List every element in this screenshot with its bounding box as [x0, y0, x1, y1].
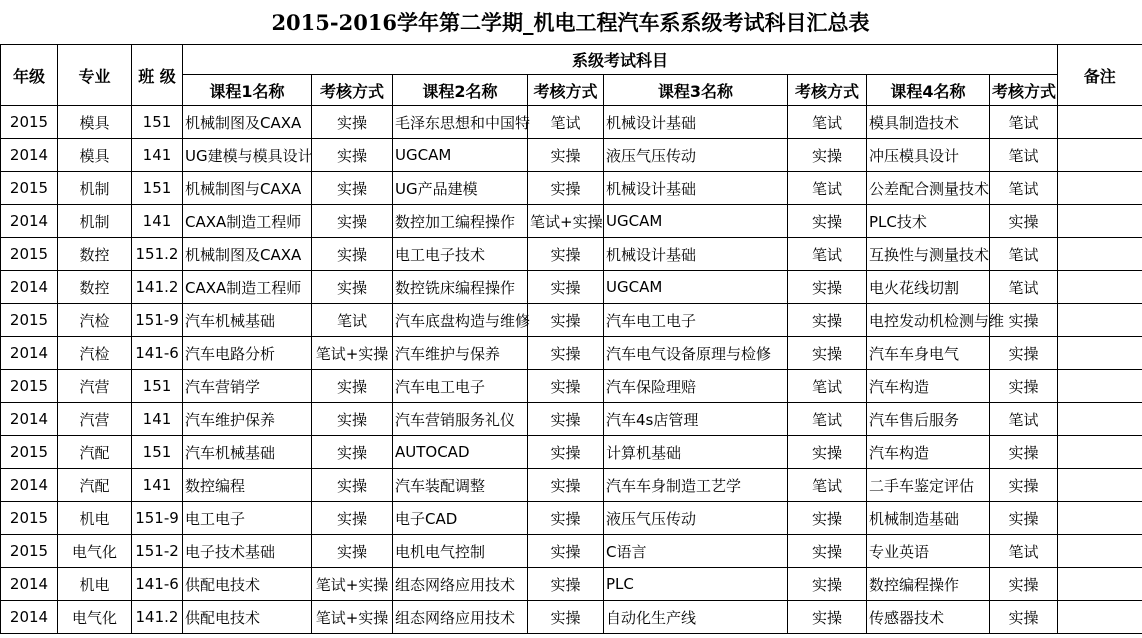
table-row [1, 403, 1142, 436]
cell-method4[interactable]: 笔试 [990, 139, 1058, 172]
cell-method4[interactable]: 笔试 [990, 172, 1058, 205]
cell-course1[interactable]: 电工电子 [183, 502, 312, 535]
cell-remark[interactable] [1058, 337, 1142, 370]
cell-major[interactable]: 数控 [58, 238, 132, 271]
cell-course1[interactable]: 供配电技术 [183, 568, 312, 601]
cell-course2[interactable]: 汽车电工电子 [393, 370, 528, 403]
cell-method1[interactable]: 笔试 [312, 304, 393, 337]
cell-course4[interactable]: 数控编程操作 [867, 568, 990, 601]
cell-method4[interactable]: 实操 [990, 469, 1058, 502]
cell-course4[interactable]: 冲压模具设计 [867, 139, 990, 172]
cell-course2[interactable]: 汽车装配调整 [393, 469, 528, 502]
header-course1[interactable]: 课程1名称 [183, 75, 312, 106]
cell-method2[interactable]: 实操 [528, 172, 604, 205]
table-row [1, 436, 1142, 469]
cell-course4[interactable]: 汽车售后服务 [867, 403, 990, 436]
cell-course2[interactable]: UG产品建模 [393, 172, 528, 205]
header-method1[interactable]: 考核方式 [312, 75, 393, 106]
cell-major[interactable]: 模具 [58, 106, 132, 139]
cell-class[interactable]: 151 [132, 370, 183, 403]
cell-method3[interactable]: 笔试 [788, 403, 867, 436]
cell-method1[interactable]: 实操 [312, 205, 393, 238]
cell-method2[interactable]: 实操 [528, 403, 604, 436]
cell-remark[interactable] [1058, 205, 1142, 238]
cell-course4[interactable]: 传感器技术 [867, 601, 990, 634]
cell-method1[interactable]: 实操 [312, 535, 393, 568]
cell-method1[interactable]: 实操 [312, 238, 393, 271]
cell-grade[interactable]: 2014 [1, 205, 58, 238]
table-row [1, 205, 1142, 238]
sheet-title: 2015-2016学年第二学期_机电工程汽车系系级考试科目汇总表 [271, 10, 870, 35]
cell-major[interactable]: 数控 [58, 271, 132, 304]
cell-method3[interactable]: 笔试 [788, 172, 867, 205]
cell-course4[interactable]: PLC技术 [867, 205, 990, 238]
cell-course3[interactable]: C语言 [604, 535, 788, 568]
header-course4[interactable]: 课程4名称 [867, 75, 990, 106]
cell-course2[interactable]: 电工电子技术 [393, 238, 528, 271]
cell-course2[interactable]: AUTOCAD [393, 436, 528, 469]
cell-method3[interactable]: 笔试 [788, 238, 867, 271]
cell-remark[interactable] [1058, 238, 1142, 271]
cell-course3[interactable]: PLC [604, 568, 788, 601]
cell-remark[interactable] [1058, 304, 1142, 337]
cell-grade[interactable]: 2015 [1, 238, 58, 271]
cell-major[interactable]: 汽检 [58, 304, 132, 337]
cell-course4[interactable]: 汽车构造 [867, 370, 990, 403]
cell-method4[interactable]: 笔试 [990, 535, 1058, 568]
cell-grade[interactable]: 2015 [1, 436, 58, 469]
cell-course3[interactable]: 汽车电气设备原理与检修 [604, 337, 788, 370]
cell-method3[interactable]: 实操 [788, 568, 867, 601]
cell-method4[interactable]: 笔试 [990, 403, 1058, 436]
cell-grade[interactable]: 2014 [1, 469, 58, 502]
cell-major[interactable]: 电气化 [58, 601, 132, 634]
cell-course2[interactable]: 汽车维护与保养 [393, 337, 528, 370]
cell-grade[interactable]: 2014 [1, 568, 58, 601]
cell-remark[interactable] [1058, 370, 1142, 403]
cell-class[interactable]: 141 [132, 205, 183, 238]
cell-major[interactable]: 汽配 [58, 436, 132, 469]
cell-method3[interactable]: 实操 [788, 337, 867, 370]
cell-major[interactable]: 汽配 [58, 469, 132, 502]
cell-course2[interactable]: 数控加工编程操作 [393, 205, 528, 238]
cell-method2[interactable]: 笔试+实操 [528, 205, 604, 238]
cell-major[interactable]: 机电 [58, 502, 132, 535]
table-row [1, 271, 1142, 304]
cell-remark[interactable] [1058, 469, 1142, 502]
cell-course1[interactable]: 汽车机械基础 [183, 436, 312, 469]
cell-course1[interactable]: 供配电技术 [183, 601, 312, 634]
cell-class[interactable]: 141 [132, 403, 183, 436]
cell-method3[interactable]: 笔试 [788, 370, 867, 403]
cell-course4[interactable]: 电控发动机检测与维 [867, 304, 990, 337]
cell-method3[interactable]: 笔试 [788, 469, 867, 502]
cell-method2[interactable]: 实操 [528, 469, 604, 502]
cell-course1[interactable]: 机械制图与CAXA [183, 172, 312, 205]
cell-method4[interactable]: 实操 [990, 436, 1058, 469]
cell-major[interactable]: 机电 [58, 568, 132, 601]
cell-grade[interactable]: 2015 [1, 106, 58, 139]
cell-course1[interactable]: 汽车机械基础 [183, 304, 312, 337]
cell-method1[interactable]: 实操 [312, 370, 393, 403]
cell-method2[interactable]: 实操 [528, 436, 604, 469]
cell-method1[interactable]: 实操 [312, 172, 393, 205]
cell-course1[interactable]: 汽车营销学 [183, 370, 312, 403]
cell-class[interactable]: 141 [132, 139, 183, 172]
header-remark[interactable]: 备注 [1058, 45, 1142, 106]
cell-course3[interactable]: UGCAM [604, 205, 788, 238]
cell-method2[interactable]: 实操 [528, 568, 604, 601]
cell-remark[interactable] [1058, 403, 1142, 436]
header-major[interactable]: 专业 [58, 45, 132, 106]
cell-course1[interactable]: 汽车维护保养 [183, 403, 312, 436]
cell-method4[interactable]: 实操 [990, 370, 1058, 403]
cell-class[interactable]: 141.2 [132, 271, 183, 304]
header-exam-subjects[interactable]: 系级考试科目 [183, 45, 1058, 75]
cell-method4[interactable]: 实操 [990, 205, 1058, 238]
cell-course2[interactable]: 组态网络应用技术 [393, 568, 528, 601]
cell-method2[interactable]: 实操 [528, 535, 604, 568]
cell-method3[interactable]: 实操 [788, 535, 867, 568]
cell-grade[interactable]: 2014 [1, 139, 58, 172]
table-row [1, 568, 1142, 601]
cell-class[interactable]: 141-6 [132, 337, 183, 370]
cell-major[interactable]: 电气化 [58, 535, 132, 568]
cell-method2[interactable]: 实操 [528, 304, 604, 337]
cell-remark[interactable] [1058, 568, 1142, 601]
cell-course3[interactable]: 汽车车身制造工艺学 [604, 469, 788, 502]
cell-major[interactable]: 汽营 [58, 370, 132, 403]
cell-course2[interactable]: 数控铣床编程操作 [393, 271, 528, 304]
cell-major[interactable]: 汽营 [58, 403, 132, 436]
cell-course4[interactable]: 公差配合测量技术 [867, 172, 990, 205]
cell-method2[interactable]: 实操 [528, 601, 604, 634]
cell-grade[interactable]: 2015 [1, 535, 58, 568]
cell-course3[interactable]: 液压气压传动 [604, 139, 788, 172]
cell-course2[interactable]: UGCAM [393, 139, 528, 172]
cell-course1[interactable]: 机械制图及CAXA [183, 106, 312, 139]
table-row [1, 601, 1142, 634]
cell-grade[interactable]: 2014 [1, 337, 58, 370]
header-class[interactable]: 班 级 [132, 45, 183, 106]
cell-method3[interactable]: 实操 [788, 271, 867, 304]
cell-method3[interactable]: 实操 [788, 205, 867, 238]
table-row [1, 469, 1142, 502]
cell-course4[interactable]: 二手车鉴定评估 [867, 469, 990, 502]
cell-course4[interactable]: 专业英语 [867, 535, 990, 568]
cell-method3[interactable]: 实操 [788, 304, 867, 337]
cell-class[interactable]: 141 [132, 469, 183, 502]
cell-course3[interactable]: 汽车4s店管理 [604, 403, 788, 436]
cell-class[interactable]: 151 [132, 436, 183, 469]
table-row [1, 337, 1142, 370]
cell-course3[interactable]: UGCAM [604, 271, 788, 304]
cell-grade[interactable]: 2014 [1, 271, 58, 304]
cell-course1[interactable]: 机械制图及CAXA [183, 238, 312, 271]
cell-course1[interactable]: CAXA制造工程师 [183, 205, 312, 238]
cell-major[interactable]: 模具 [58, 139, 132, 172]
cell-class[interactable]: 151-2 [132, 535, 183, 568]
cell-course3[interactable]: 机械设计基础 [604, 172, 788, 205]
cell-major[interactable]: 机制 [58, 172, 132, 205]
cell-course2[interactable]: 组态网络应用技术 [393, 601, 528, 634]
table-row [1, 535, 1142, 568]
header-course3[interactable]: 课程3名称 [604, 75, 788, 106]
table-row [1, 238, 1142, 271]
cell-method2[interactable]: 实操 [528, 238, 604, 271]
cell-class[interactable]: 151.2 [132, 238, 183, 271]
cell-remark[interactable] [1058, 106, 1142, 139]
cell-grade[interactable]: 2015 [1, 172, 58, 205]
table-body [1, 106, 1142, 634]
cell-method4[interactable]: 实操 [990, 568, 1058, 601]
cell-course4[interactable]: 汽车车身电气 [867, 337, 990, 370]
cell-grade[interactable]: 2014 [1, 403, 58, 436]
header-course2[interactable]: 课程2名称 [393, 75, 528, 106]
cell-method1[interactable]: 实操 [312, 271, 393, 304]
cell-course3[interactable]: 计算机基础 [604, 436, 788, 469]
cell-course4[interactable]: 电火花线切割 [867, 271, 990, 304]
cell-method3[interactable]: 实操 [788, 502, 867, 535]
cell-method3[interactable]: 笔试 [788, 106, 867, 139]
cell-grade[interactable]: 2015 [1, 304, 58, 337]
cell-course3[interactable]: 机械设计基础 [604, 238, 788, 271]
cell-method4[interactable]: 实操 [990, 304, 1058, 337]
cell-method1[interactable]: 笔试+实操 [312, 568, 393, 601]
cell-method1[interactable]: 实操 [312, 502, 393, 535]
cell-course2[interactable]: 汽车底盘构造与维修 [393, 304, 528, 337]
cell-course3[interactable]: 机械设计基础 [604, 106, 788, 139]
cell-course1[interactable]: 电子技术基础 [183, 535, 312, 568]
cell-course2[interactable]: 汽车营销服务礼仪 [393, 403, 528, 436]
cell-remark[interactable] [1058, 271, 1142, 304]
cell-class[interactable]: 151-9 [132, 304, 183, 337]
cell-course3[interactable]: 汽车电工电子 [604, 304, 788, 337]
cell-method4[interactable]: 笔试 [990, 106, 1058, 139]
cell-method2[interactable]: 实操 [528, 139, 604, 172]
cell-class[interactable]: 141-6 [132, 568, 183, 601]
cell-remark[interactable] [1058, 601, 1142, 634]
cell-course3[interactable]: 液压气压传动 [604, 502, 788, 535]
table-row [1, 139, 1142, 172]
cell-course1[interactable]: UG建模与模具设计 [183, 139, 312, 172]
cell-method4[interactable]: 实操 [990, 337, 1058, 370]
cell-course4[interactable]: 互换性与测量技术 [867, 238, 990, 271]
header-method3[interactable]: 考核方式 [788, 75, 867, 106]
cell-method1[interactable]: 实操 [312, 106, 393, 139]
cell-major[interactable]: 机制 [58, 205, 132, 238]
cell-course2[interactable]: 毛泽东思想和中国特 [393, 106, 528, 139]
cell-remark[interactable] [1058, 436, 1142, 469]
cell-course1[interactable]: 汽车电路分析 [183, 337, 312, 370]
cell-method1[interactable]: 实操 [312, 436, 393, 469]
cell-course4[interactable]: 模具制造技术 [867, 106, 990, 139]
cell-class[interactable]: 151 [132, 106, 183, 139]
cell-grade[interactable]: 2014 [1, 601, 58, 634]
cell-method4[interactable]: 笔试 [990, 238, 1058, 271]
cell-course2[interactable]: 电子CAD [393, 502, 528, 535]
cell-method3[interactable]: 实操 [788, 139, 867, 172]
table-row [1, 106, 1142, 139]
cell-method2[interactable]: 实操 [528, 370, 604, 403]
cell-course1[interactable]: CAXA制造工程师 [183, 271, 312, 304]
table-row [1, 304, 1142, 337]
cell-method4[interactable]: 实操 [990, 601, 1058, 634]
table-row [1, 370, 1142, 403]
cell-method1[interactable]: 笔试+实操 [312, 337, 393, 370]
header-method2[interactable]: 考核方式 [528, 75, 604, 106]
cell-course4[interactable]: 汽车构造 [867, 436, 990, 469]
table-row [1, 172, 1142, 205]
cell-method1[interactable]: 实操 [312, 403, 393, 436]
cell-method1[interactable]: 实操 [312, 139, 393, 172]
cell-method3[interactable]: 实操 [788, 601, 867, 634]
cell-course2[interactable]: 电机电气控制 [393, 535, 528, 568]
cell-remark[interactable] [1058, 172, 1142, 205]
cell-remark[interactable] [1058, 502, 1142, 535]
cell-method2[interactable]: 笔试 [528, 106, 604, 139]
cell-remark[interactable] [1058, 535, 1142, 568]
cell-course3[interactable]: 汽车保险理赔 [604, 370, 788, 403]
cell-method2[interactable]: 实操 [528, 271, 604, 304]
header-method4[interactable]: 考核方式 [990, 75, 1058, 106]
cell-course4[interactable]: 机械制造基础 [867, 502, 990, 535]
cell-class[interactable]: 151-9 [132, 502, 183, 535]
cell-remark[interactable] [1058, 139, 1142, 172]
cell-method2[interactable]: 实操 [528, 502, 604, 535]
cell-grade[interactable]: 2015 [1, 370, 58, 403]
cell-method1[interactable]: 笔试+实操 [312, 601, 393, 634]
cell-grade[interactable]: 2015 [1, 502, 58, 535]
cell-method4[interactable]: 实操 [990, 502, 1058, 535]
cell-course1[interactable]: 数控编程 [183, 469, 312, 502]
cell-method1[interactable]: 实操 [312, 469, 393, 502]
cell-major[interactable]: 汽检 [58, 337, 132, 370]
cell-method4[interactable]: 笔试 [990, 271, 1058, 304]
cell-course3[interactable]: 自动化生产线 [604, 601, 788, 634]
exam-subject-table [0, 44, 1142, 634]
cell-method3[interactable]: 实操 [788, 436, 867, 469]
cell-method2[interactable]: 实操 [528, 337, 604, 370]
header-grade[interactable]: 年级 [1, 45, 58, 106]
cell-class[interactable]: 141.2 [132, 601, 183, 634]
table-row [1, 502, 1142, 535]
cell-class[interactable]: 151 [132, 172, 183, 205]
